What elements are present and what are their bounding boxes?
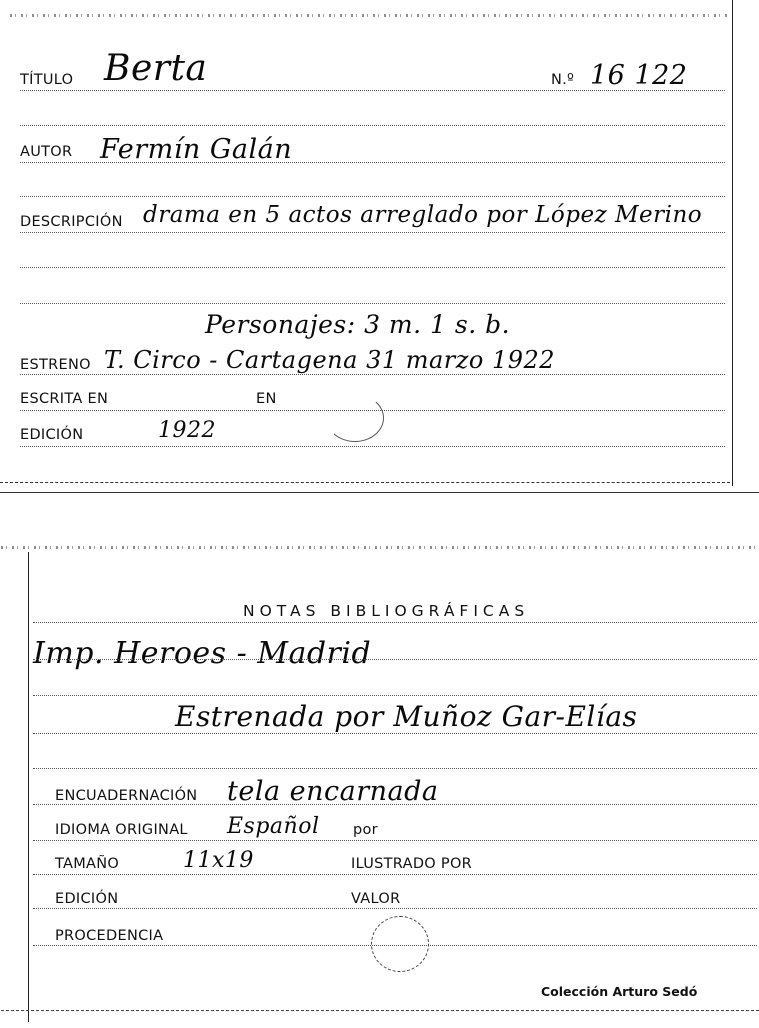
- numero-label: N.º: [551, 72, 575, 88]
- faded-stamp: [371, 916, 429, 972]
- edicion-value: 1922: [158, 418, 216, 443]
- titulo-label: TÍTULO: [20, 72, 74, 88]
- tamano-line: [33, 874, 757, 875]
- ruled-line: [33, 622, 757, 623]
- descripcion-value: drama en 5 actos arreglado por López Merino: [143, 202, 703, 228]
- titulo-line: [20, 90, 725, 91]
- encuadernacion-value: tela encarnada: [227, 776, 439, 807]
- edicion-label: EDICIÓN: [20, 427, 84, 443]
- descripcion-label: DESCRIPCIÓN: [20, 214, 123, 230]
- idioma-value: Español: [227, 814, 320, 839]
- edicion-label: EDICIÓN: [55, 891, 119, 907]
- imprenta-note: Imp. Heroes - Madrid: [33, 636, 372, 671]
- idioma-label: IDIOMA ORIGINAL: [55, 822, 188, 838]
- idioma-line: [33, 840, 757, 841]
- escrita-en-label: ESCRITA EN: [20, 391, 109, 407]
- encuadernacion-label: ENCUADERNACIÓN: [55, 788, 198, 804]
- edicion-line: [20, 446, 725, 447]
- autor-line: [20, 162, 725, 163]
- estrenada-note: Estrenada por Muñoz Gar-Elías: [175, 700, 638, 733]
- personajes-note: Personajes: 3 m. 1 s. b.: [205, 310, 511, 339]
- catalog-card-back: [28, 552, 759, 1022]
- ruled-line: [20, 267, 725, 268]
- ruled-line: [20, 196, 725, 197]
- estreno-label: ESTRENO: [20, 357, 91, 373]
- ruled-line: [33, 733, 757, 734]
- catalog-card-front: [0, 0, 733, 486]
- tamano-label: TAMAÑO: [55, 856, 120, 872]
- procedencia-label: PROCEDENCIA: [55, 928, 164, 944]
- autor-value: Fermín Galán: [100, 134, 293, 165]
- numero-value: 16 122: [590, 60, 688, 91]
- descripcion-line: [20, 232, 725, 233]
- en-label: EN: [256, 391, 277, 407]
- card-separator: [0, 492, 759, 493]
- notas-heading: NOTAS BIBLIOGRÁFICAS: [243, 602, 530, 620]
- faded-stamp: [326, 394, 384, 442]
- ilustrado-label: ILUSTRADO POR: [351, 856, 473, 872]
- ruled-line: [33, 768, 757, 769]
- ruled-line: [20, 125, 725, 126]
- ruled-line: [33, 659, 757, 660]
- edicion-line: [33, 908, 757, 909]
- scan-noise: [10, 14, 730, 17]
- titulo-value: Berta: [104, 48, 208, 89]
- encuadernacion-line: [33, 804, 757, 805]
- ruled-line: [20, 303, 725, 304]
- ruled-line: [33, 695, 757, 696]
- autor-label: AUTOR: [20, 144, 73, 160]
- tamano-value: 11x19: [183, 848, 254, 873]
- scan-noise: [1, 546, 759, 549]
- estreno-value: T. Circo - Cartagena 31 marzo 1922: [104, 346, 556, 374]
- coleccion-credit: Colección Arturo Sedó: [541, 984, 698, 999]
- card-bottom-edge: [0, 482, 730, 483]
- card-bottom-edge: [1, 1010, 759, 1011]
- valor-label: VALOR: [351, 891, 401, 907]
- estreno-line: [20, 374, 725, 375]
- por-label: por: [353, 822, 378, 838]
